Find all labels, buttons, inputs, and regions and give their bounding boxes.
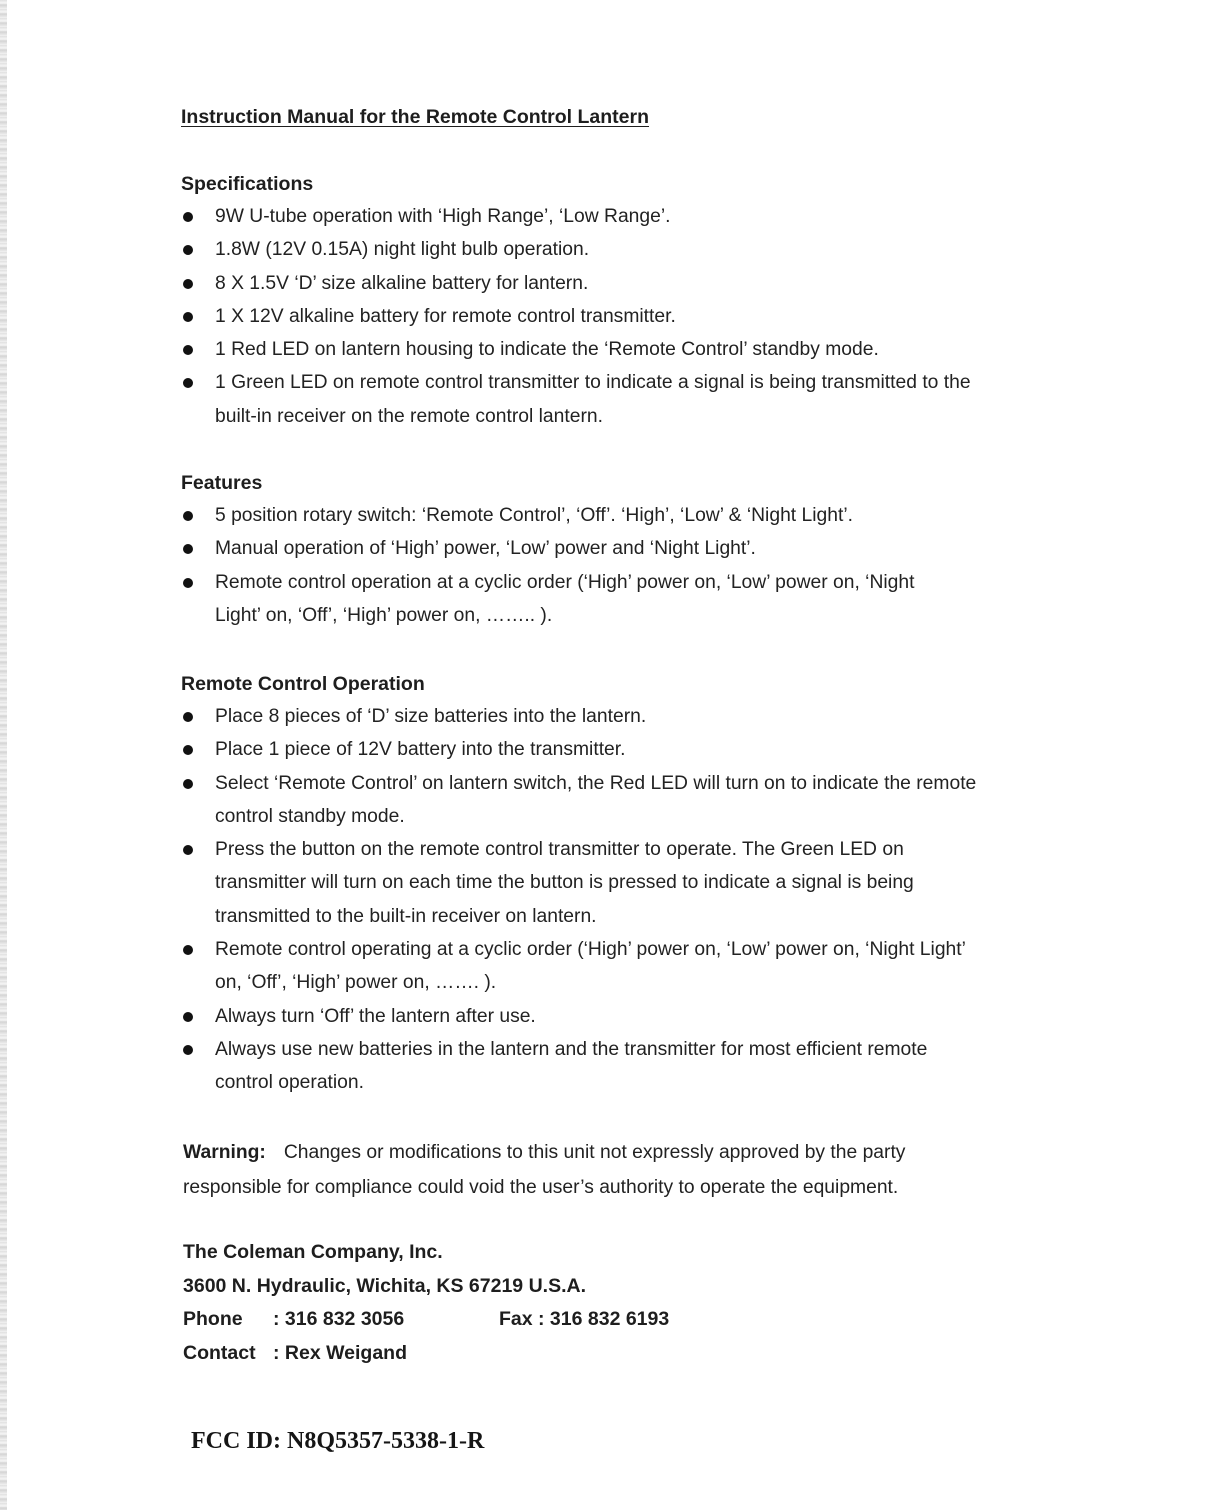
list-item: 1 Red LED on lantern housing to indicate the ‘Remote Control’ standby mode. [181, 333, 971, 366]
fax-value: Fax : 316 832 6193 [499, 1308, 670, 1330]
bullet-icon [183, 511, 193, 521]
bullet-icon [183, 312, 193, 322]
specifications-section [181, 168, 981, 433]
specifications-heading: Specifications [181, 173, 314, 195]
list-item: Select ‘Remote Control’ on lantern switch, the Red LED will turn on to indicate the remote control standby mode. [181, 767, 981, 834]
specifications-list [181, 200, 971, 433]
remote-operation-section [181, 668, 981, 1100]
list-item: 5 position rotary switch: ‘Remote Control’, ‘Off’. ‘High’, ‘Low’ & ‘Night Light’. [181, 499, 951, 532]
list-item: 1 Green LED on remote control transmitter to indicate a signal is being transmitted to the built-in receiver on the remote control lantern. [181, 366, 971, 433]
bullet-icon [183, 212, 193, 222]
bullet-icon [183, 712, 193, 722]
bullet-icon [183, 245, 193, 255]
company-info [183, 1236, 983, 1370]
bullet-icon [183, 345, 193, 355]
bullet-icon [183, 945, 193, 955]
list-item: 9W U-tube operation with ‘High Range’, ‘Low Range’. [181, 200, 971, 233]
remote-operation-heading: Remote Control Operation [181, 673, 425, 695]
bullet-icon [183, 779, 193, 789]
list-item: Manual operation of ‘High’ power, ‘Low’ power and ‘Night Light’. [181, 532, 951, 565]
features-section [181, 467, 981, 632]
list-item: Place 8 pieces of ‘D’ size batteries into the lantern. [181, 700, 981, 733]
list-item: 8 X 1.5V ‘D’ size alkaline battery for lantern. [181, 267, 971, 300]
warning-label: Warning: [183, 1142, 266, 1163]
document-title: Instruction Manual for the Remote Control Lantern [181, 106, 650, 128]
company-address: 3600 N. Hydraulic, Wichita, KS 67219 U.S.A. [183, 1274, 586, 1297]
bullet-icon [183, 378, 193, 388]
phone-label: Phone [183, 1308, 243, 1330]
features-list [181, 499, 951, 632]
bullet-icon [183, 745, 193, 755]
list-item: Remote control operation at a cyclic order (‘High’ power on, ‘Low’ power on, ‘Night Light’ on, ‘Off’, ‘High’ power on, …….. ). [181, 566, 951, 633]
bullet-icon [183, 279, 193, 289]
warning-paragraph [183, 1135, 983, 1205]
warning-text: Changes or modifications to this unit not expressly approved by the party responsible for compliance could void the user’s authority to operate the equipment. [183, 1142, 906, 1198]
bullet-icon [183, 578, 193, 588]
list-item: 1.8W (12V 0.15A) night light bulb operation. [181, 233, 971, 266]
fcc-id: FCC ID: N8Q5357-5338-1-R [191, 1428, 485, 1454]
company-contact-row [183, 1337, 983, 1371]
contact-value: : Rex Weigand [273, 1341, 407, 1364]
list-item: Remote control operating at a cyclic order (‘High’ power on, ‘Low’ power on, ‘Night Light’ on, ‘Off’, ‘High’ power on, ……. ). [181, 933, 981, 1000]
bullet-icon [183, 1012, 193, 1022]
contact-label: Contact [183, 1341, 256, 1364]
company-phone-fax-row [183, 1303, 983, 1337]
list-item: Place 1 piece of 12V battery into the transmitter. [181, 733, 981, 766]
scan-edge-artifact [0, 0, 7, 1510]
list-item: Press the button on the remote control transmitter to operate. The Green LED on transmitter will turn on each time the button is pressed to indicate a signal is being transmitted to the built-in receiver on lantern. [181, 833, 981, 933]
bullet-icon [183, 1045, 193, 1055]
list-item: Always use new batteries in the lantern and the transmitter for most efficient remote control operation. [181, 1033, 981, 1100]
list-item: Always turn ‘Off’ the lantern after use. [181, 1000, 981, 1033]
remote-operation-list [181, 700, 981, 1100]
features-heading: Features [181, 472, 263, 494]
bullet-icon [183, 845, 193, 855]
bullet-icon [183, 544, 193, 554]
list-item: 1 X 12V alkaline battery for remote control transmitter. [181, 300, 971, 333]
phone-value: : 316 832 3056 [273, 1308, 405, 1330]
company-name: The Coleman Company, Inc. [183, 1241, 443, 1263]
